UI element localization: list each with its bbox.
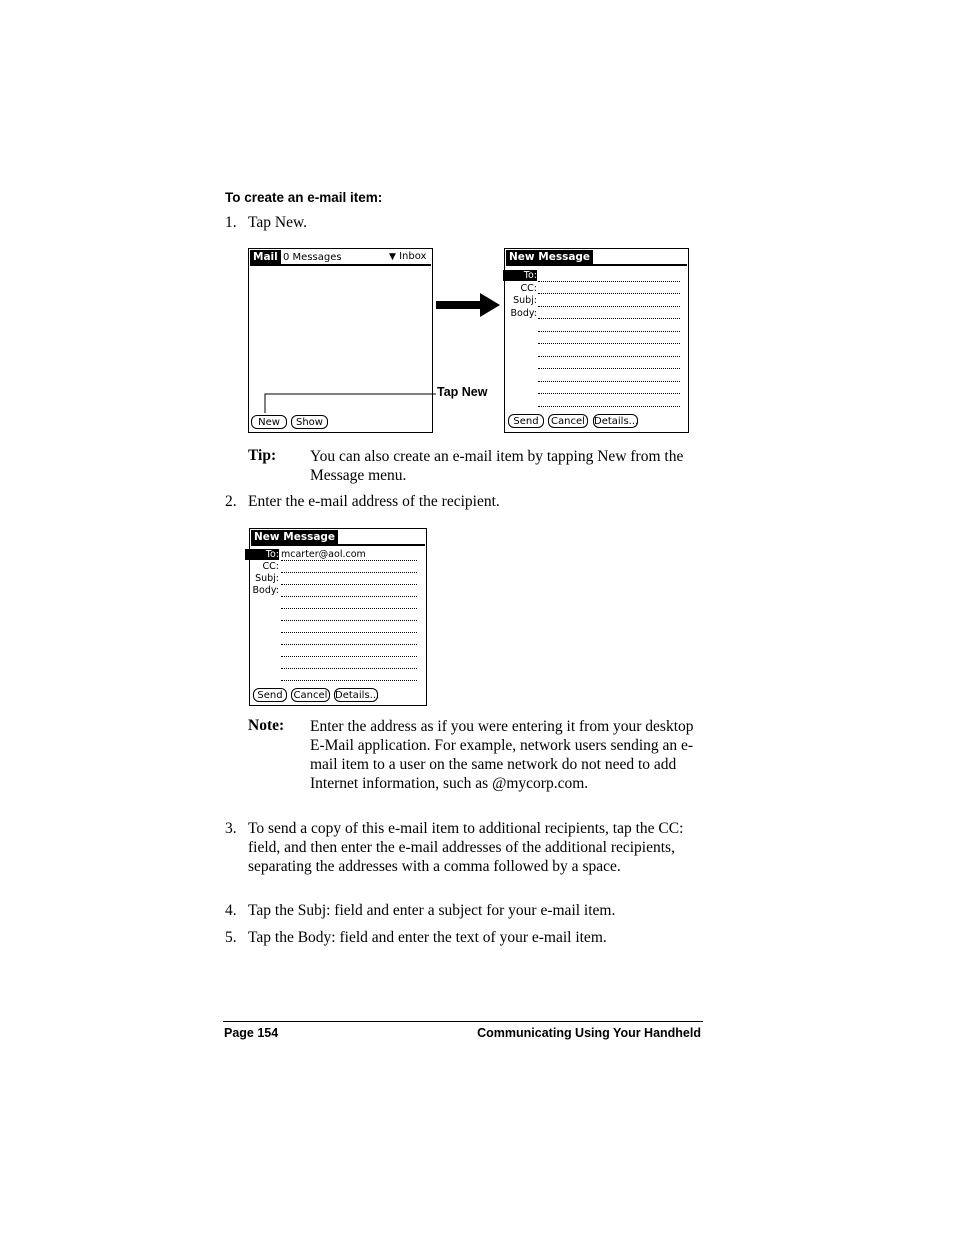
- cancel-button[interactable]: Cancel: [291, 688, 330, 702]
- subj-field-label[interactable]: Subj:: [255, 573, 279, 584]
- step-4: [225, 901, 705, 921]
- step-text: Tap the Subj: field and enter a subject for your e-mail item.: [248, 902, 616, 919]
- subj-line[interactable]: [538, 306, 680, 307]
- body-line[interactable]: [281, 596, 417, 597]
- new-message-screen: [504, 248, 689, 433]
- send-button[interactable]: Send: [508, 414, 544, 428]
- body-line[interactable]: [281, 656, 417, 657]
- new-message-title: New Message: [506, 250, 593, 264]
- callout-line: [260, 385, 440, 415]
- details-button[interactable]: Details...: [335, 690, 380, 701]
- step-number: 5.: [225, 929, 237, 946]
- cc-line[interactable]: [538, 293, 680, 294]
- note-text: Enter the address as if you were entering it from your desktop E-Mail application. For example, network users sending an e-mail item to a user on the same network do not need to add Internet information, such as @mycorp.com.: [310, 718, 694, 792]
- tip-label: Tip:: [248, 447, 277, 464]
- step-5: [225, 928, 705, 948]
- new-button[interactable]: New: [251, 415, 287, 429]
- to-field-label[interactable]: To:: [245, 549, 279, 560]
- title-rule: [251, 544, 425, 546]
- step-3: [225, 819, 705, 899]
- body-line[interactable]: [281, 680, 417, 681]
- to-value[interactable]: mcarter@aol.com: [281, 549, 366, 560]
- cancel-button[interactable]: Cancel: [548, 414, 588, 428]
- mail-title: Mail: [250, 250, 281, 264]
- message-count: 0 Messages: [283, 252, 342, 263]
- section-heading: To create an e-mail item:: [225, 190, 383, 205]
- step-2: [225, 492, 705, 512]
- to-field-label[interactable]: To:: [503, 270, 537, 281]
- body-line[interactable]: [538, 356, 680, 357]
- cc-field-label[interactable]: CC:: [520, 283, 537, 294]
- body-line[interactable]: [538, 343, 680, 344]
- step-number: 3.: [225, 820, 237, 837]
- arrow-right-icon: [436, 291, 502, 319]
- to-line[interactable]: [281, 560, 417, 561]
- new-message-title: New Message: [251, 530, 338, 544]
- step-number: 2.: [225, 493, 237, 510]
- body-line[interactable]: [281, 644, 417, 645]
- tip-text: You can also create an e-mail item by tapping New from the Message menu.: [310, 448, 684, 484]
- footer-rule: [223, 1021, 703, 1022]
- body-line[interactable]: [538, 381, 680, 382]
- body-field-label[interactable]: Body:: [510, 308, 537, 319]
- page-number: Page 154: [224, 1026, 279, 1040]
- show-button[interactable]: Show: [291, 415, 328, 429]
- body-line[interactable]: [281, 668, 417, 669]
- step-text: Enter the e-mail address of the recipient.: [248, 493, 500, 510]
- body-field-label[interactable]: Body:: [252, 585, 279, 596]
- send-button[interactable]: Send: [253, 688, 287, 702]
- body-line[interactable]: [281, 632, 417, 633]
- folder-picker[interactable]: [389, 251, 426, 263]
- to-line[interactable]: [538, 281, 680, 282]
- new-message-filled-screen: [249, 528, 427, 706]
- body-line[interactable]: [538, 318, 680, 319]
- chapter-title: Communicating Using Your Handheld: [477, 1026, 701, 1040]
- step-number: 1.: [225, 214, 237, 231]
- details-button[interactable]: Details...: [594, 416, 639, 427]
- body-line[interactable]: [538, 406, 680, 407]
- body-line[interactable]: [538, 331, 680, 332]
- step-1: [225, 213, 705, 233]
- title-rule: [250, 264, 431, 266]
- subj-field-label[interactable]: Subj:: [513, 295, 537, 306]
- cc-field-label[interactable]: CC:: [262, 561, 279, 572]
- folder-label: Inbox: [399, 251, 427, 262]
- step-text: Tap New.: [248, 214, 308, 231]
- body-line[interactable]: [281, 608, 417, 609]
- step-text: Tap the Body: field and enter the text of your e-mail item.: [248, 929, 607, 946]
- body-line[interactable]: [281, 620, 417, 621]
- subj-line[interactable]: [281, 584, 417, 585]
- callout-label: Tap New: [437, 385, 488, 399]
- step-number: 4.: [225, 902, 237, 919]
- triangle-down-icon: ▼: [389, 252, 396, 262]
- cc-line[interactable]: [281, 572, 417, 573]
- title-rule: [506, 264, 687, 266]
- note-label: Note:: [248, 717, 285, 734]
- body-line[interactable]: [538, 368, 680, 369]
- body-line[interactable]: [538, 393, 680, 394]
- step-text: To send a copy of this e-mail item to additional recipients, tap the CC: field, and then enter the e-mail addresses of the additional recipients, separating the addresses with a comma followed by a space.: [248, 820, 684, 875]
